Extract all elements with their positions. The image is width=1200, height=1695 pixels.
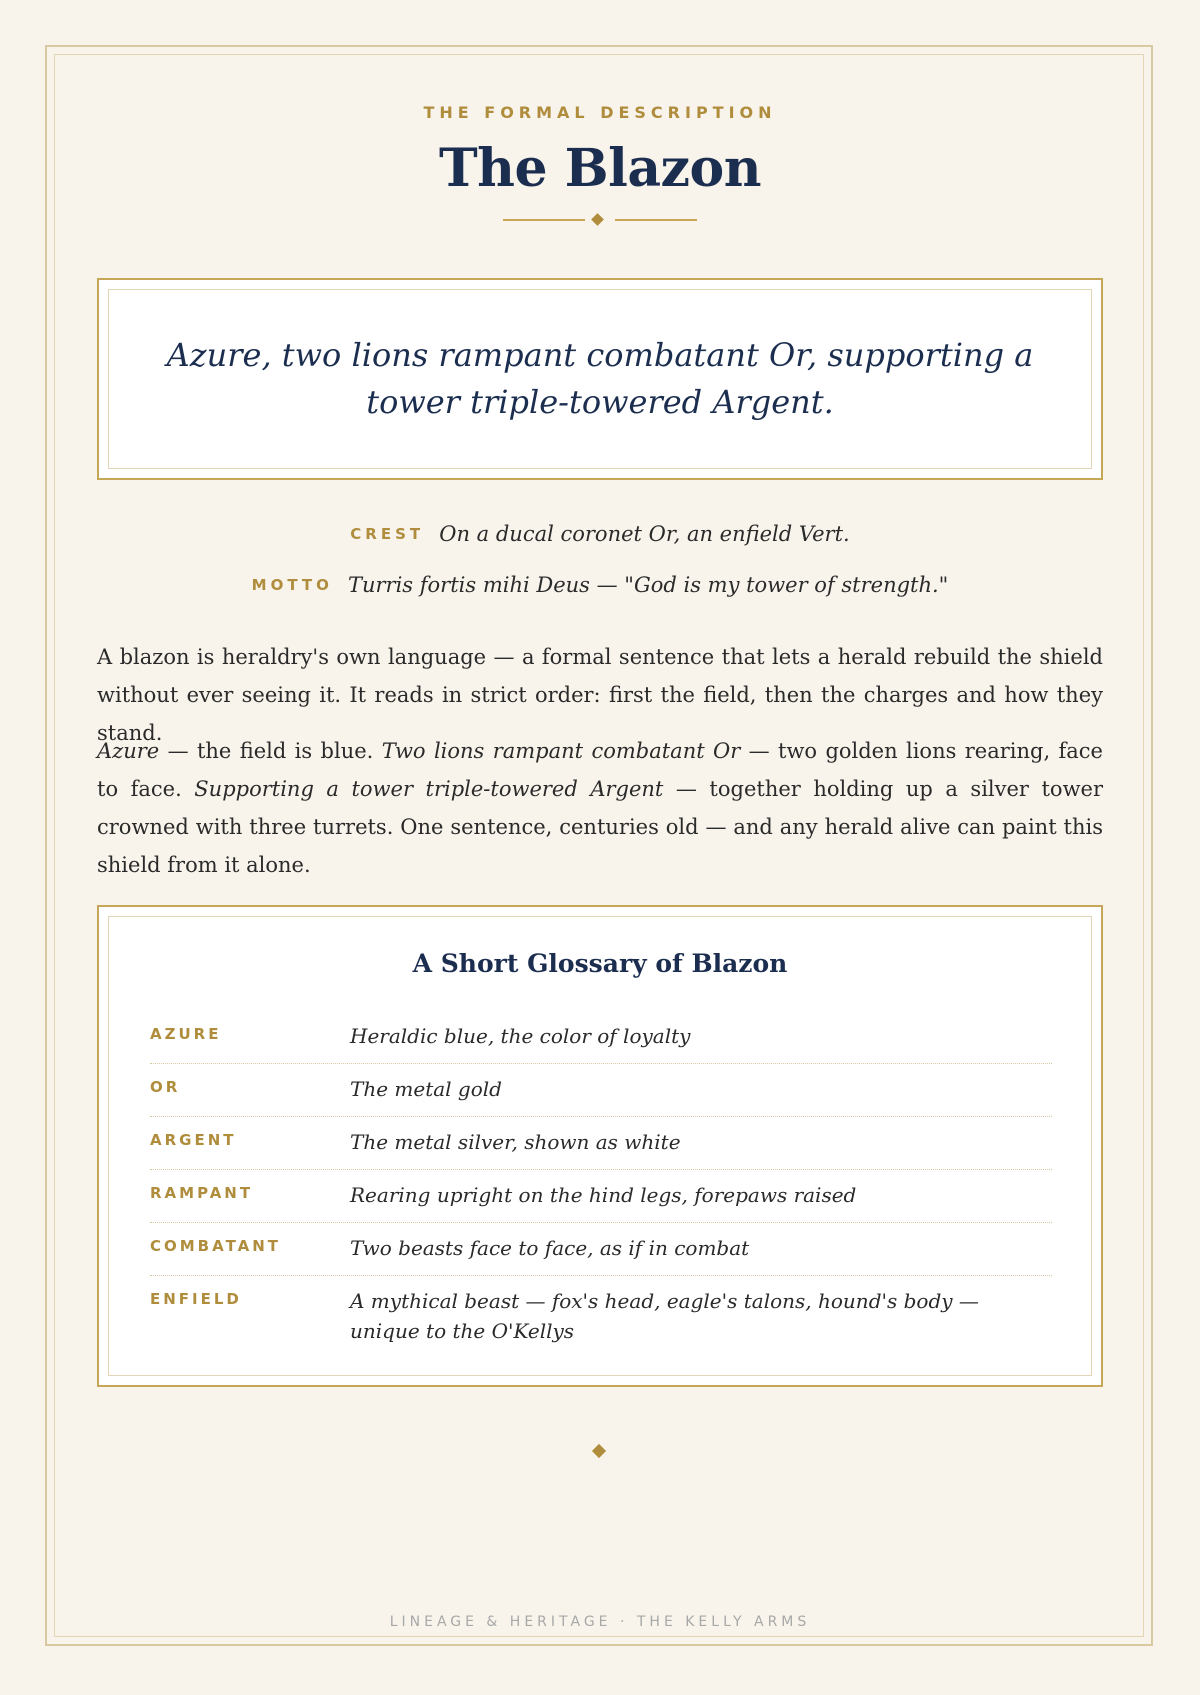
glossary-definition: The metal gold <box>350 1077 502 1101</box>
glossary-row <box>150 1223 1052 1276</box>
glossary-list <box>150 1011 1052 1356</box>
glossary-box <box>97 905 1103 1387</box>
glossary-row <box>150 1170 1052 1223</box>
term-azure: Azure <box>97 739 160 763</box>
glossary-term: RAMPANT <box>150 1184 254 1202</box>
explanation-text-3: — together holding up a silver tower crowned with three turrets. One sentence, centuries old — and any herald alive can paint this shield from it alone. <box>97 777 1104 877</box>
glossary-row <box>150 1011 1052 1064</box>
glossary-definition: Heraldic blue, the color of loyalty <box>350 1024 691 1048</box>
crest-value: On a ducal coronet Or, an enfield Vert. <box>439 522 850 546</box>
crest-row <box>97 522 1103 546</box>
glossary-row <box>150 1276 1052 1356</box>
ornament-line-left <box>503 219 585 221</box>
page-title: The Blazon <box>438 138 762 199</box>
section-eyebrow: THE FORMAL DESCRIPTION <box>423 103 777 122</box>
title-ornament <box>97 212 1103 228</box>
diamond-icon <box>591 213 604 226</box>
glossary-term: ENFIELD <box>150 1290 242 1308</box>
motto-label: MOTTO <box>251 576 333 594</box>
motto-value: Turris fortis mihi Deus — "God is my tower of strength." <box>347 573 949 597</box>
blazon-text: Azure, two lions rampant combatant Or, supporting a tower triple-towered Argent. <box>166 336 1034 421</box>
explanation-text-2: — two golden lions rearing, face to face. <box>97 739 1103 801</box>
glossary-row <box>150 1064 1052 1117</box>
explanation-text-1: — the field is blue. <box>159 739 382 763</box>
glossary-row <box>150 1117 1052 1170</box>
explanation-paragraph <box>97 732 1103 884</box>
glossary-definition: Two beasts face to face, as if in combat <box>350 1236 750 1260</box>
term-lions: Two lions rampant combatant Or <box>381 739 741 763</box>
glossary-term: AZURE <box>150 1025 222 1043</box>
glossary-term: OR <box>150 1078 181 1096</box>
glossary-definition: The metal silver, shown as white <box>350 1130 681 1154</box>
glossary-definition: Rearing upright on the hind legs, forepaws raised <box>350 1183 857 1207</box>
intro-paragraph: A blazon is heraldry's own language — a formal sentence that lets a herald rebuild the shield without ever seeing it. It reads in strict order: first the field, then the charges and how they stand. <box>97 645 1103 745</box>
page-footer: LINEAGE & HERITAGE · THE KELLY ARMS <box>389 1614 811 1630</box>
term-tower: Supporting a tower triple-towered Argent <box>194 777 664 801</box>
blazon-box <box>97 278 1103 480</box>
glossary-term: COMBATANT <box>150 1237 282 1255</box>
crest-label: CREST <box>350 525 425 543</box>
glossary-term: ARGENT <box>150 1131 237 1149</box>
page-content <box>97 0 1103 1695</box>
ornament-line-right <box>615 219 697 221</box>
glossary-definition: A mythical beast — fox's head, eagle's talons, hound's body — unique to the O'Kellys <box>350 1289 979 1343</box>
glossary-title: A Short Glossary of Blazon <box>412 949 788 978</box>
motto-row <box>97 573 1103 597</box>
diamond-icon <box>592 1444 606 1458</box>
